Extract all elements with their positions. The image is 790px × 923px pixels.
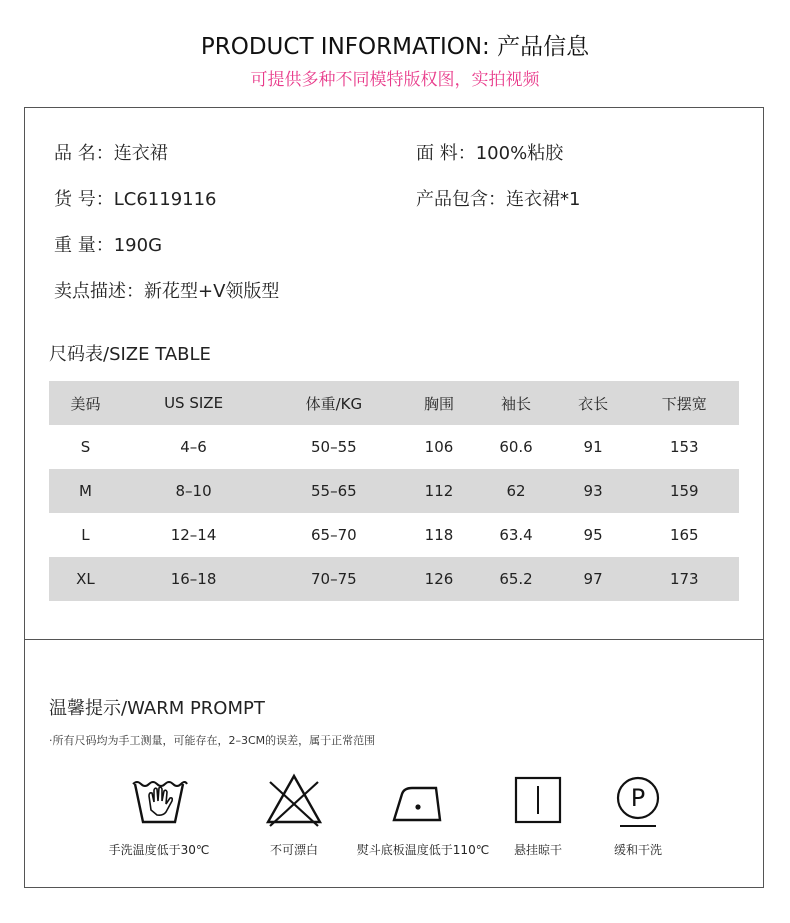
table-cell: M: [78, 482, 92, 500]
col-header: US SIZE: [164, 394, 224, 412]
table-cell: XL: [76, 570, 95, 588]
col-header: 袖长: [501, 394, 532, 413]
info-sku-label: 货 号：: [54, 189, 114, 210]
table-row: [49, 513, 739, 557]
table-cell: 159: [669, 482, 699, 500]
section-divider: [25, 639, 763, 640]
care-label-no-bleach: 不可漂白: [269, 843, 318, 857]
table-cell: 63.4: [499, 526, 533, 544]
col-header: 胸围: [423, 394, 454, 413]
info-includes-label: 产品包含：: [416, 189, 506, 210]
table-cell: 118: [424, 526, 454, 544]
info-name-value: 连衣裙: [113, 143, 168, 164]
info-fabric-value: 100%粘胶: [475, 143, 564, 164]
care-label-dry-clean: 缓和干洗: [613, 843, 662, 857]
info-name: [54, 139, 168, 165]
size-table-header-row: [49, 381, 739, 425]
page-title: PRODUCT INFORMATION: 产品信息: [200, 34, 590, 60]
info-weight: [54, 231, 162, 257]
table-cell: 126: [424, 570, 454, 588]
table-row: [49, 425, 739, 469]
page-subtitle: 可提供多种不同模特版权图，实拍视频: [250, 70, 540, 90]
size-table: [49, 381, 739, 601]
table-cell: 97: [583, 570, 603, 588]
info-includes: [416, 185, 580, 211]
table-cell: 153: [669, 438, 699, 456]
info-weight-label: 重 量：: [54, 235, 114, 256]
info-selling-label: 卖点描述：: [54, 281, 144, 302]
product-info-panel: [24, 107, 764, 888]
info-includes-value: 连衣裙*1: [506, 189, 581, 210]
warm-prompt-note: ·所有尺码均为手工测量，可能存在，2–3CM的误差，属于正常范围: [49, 734, 376, 747]
warm-prompt-heading: 温馨提示/WARM PROMPT: [49, 698, 265, 719]
care-label-hand-wash: 手洗温度低于30℃: [108, 843, 210, 857]
table-cell: 16–18: [170, 570, 217, 588]
info-selling-value: 新花型+V领版型: [144, 281, 280, 302]
table-cell: 62: [506, 482, 526, 500]
info-weight-value: 190G: [113, 235, 163, 256]
table-cell: 4–6: [180, 438, 207, 456]
table-cell: 50–55: [311, 438, 357, 456]
size-table-heading: 尺码表/SIZE TABLE: [49, 344, 211, 365]
info-name-label: 品 名：: [54, 143, 114, 164]
table-cell: S: [80, 438, 91, 456]
hang-dry-icon: [508, 770, 568, 830]
info-fabric: [416, 139, 563, 165]
table-cell: 65–70: [311, 526, 357, 544]
hand-wash-icon: [129, 770, 189, 830]
col-header: 体重/KG: [305, 394, 363, 413]
table-cell: 173: [669, 570, 699, 588]
info-selling: [54, 277, 279, 303]
care-label-hang-dry: 悬挂晾干: [513, 843, 562, 857]
info-sku: [54, 185, 217, 211]
no-bleach-icon: [264, 770, 324, 830]
table-cell: 95: [583, 526, 603, 544]
table-cell: 106: [424, 438, 454, 456]
dry-clean-p-icon: [608, 770, 668, 830]
table-cell: 112: [424, 482, 454, 500]
table-cell: 55–65: [311, 482, 357, 500]
info-sku-value: LC6119116: [113, 189, 217, 210]
table-cell: 93: [583, 482, 603, 500]
table-cell: 12–14: [170, 526, 217, 544]
col-header: 下摆宽: [661, 394, 707, 413]
info-fabric-label: 面 料：: [416, 143, 476, 164]
table-cell: 8–10: [175, 482, 212, 500]
iron-icon: [388, 770, 448, 830]
col-header: 衣长: [578, 394, 609, 413]
table-cell: 165: [669, 526, 699, 544]
table-row: [49, 557, 739, 601]
svg-text:P: P: [630, 784, 646, 812]
table-cell: 70–75: [311, 570, 357, 588]
table-cell: L: [81, 526, 90, 544]
care-label-iron: 熨斗底板温度低于110℃: [356, 843, 490, 857]
table-row: [49, 469, 739, 513]
table-cell: 60.6: [499, 438, 533, 456]
table-cell: 65.2: [499, 570, 533, 588]
col-header: 美码: [70, 394, 101, 413]
table-cell: 91: [583, 438, 603, 456]
